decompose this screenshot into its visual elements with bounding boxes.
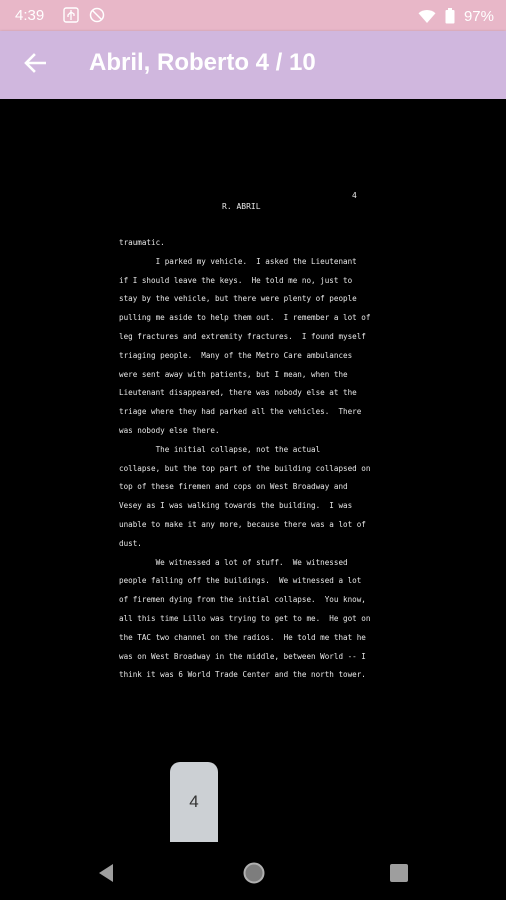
- document-line: We witnessed a lot of stuff. We witnessed: [119, 557, 348, 567]
- document-line: if I should leave the keys. He told me no, just to: [119, 275, 353, 285]
- battery-icon: [441, 7, 459, 25]
- usb-icon: [62, 6, 80, 24]
- page-indicator-tab[interactable]: [170, 762, 218, 842]
- document-line: of firemen dying from the initial collapse. You know,: [119, 595, 366, 605]
- document-line: triaging people. Many of the Metro Care ambulances: [119, 350, 353, 360]
- document-line: dust.: [119, 538, 142, 548]
- document-line: I parked my vehicle. I asked the Lieutenant: [119, 256, 357, 266]
- document-line: think it was 6 World Trade Center and the north tower.: [119, 670, 366, 680]
- home-circle-icon: [242, 861, 266, 889]
- back-triangle-icon: [97, 863, 115, 887]
- document-line: collapse, but the top part of the building collapsed on: [119, 463, 371, 473]
- status-bar: [0, 0, 506, 31]
- status-time: 4:39: [15, 7, 45, 24]
- wifi-icon: [418, 7, 436, 25]
- page-indicator-label: 4: [189, 792, 199, 811]
- document-line: The initial collapse, not the actual: [119, 444, 321, 454]
- page-title: Abril, Roberto 4 / 10: [89, 49, 316, 76]
- document-line: were sent away with patients, but I mean, when the: [119, 369, 348, 379]
- document-line: stay by the vehicle, but there were plenty of people: [119, 294, 357, 304]
- recents-square-icon: [390, 864, 408, 886]
- back-button[interactable]: [20, 51, 50, 79]
- page-number-mark: 4: [352, 191, 357, 200]
- document-line: unable to make it any more, because there was a lot of: [119, 519, 366, 529]
- document-line: Lieutenant disappeared, there was nobody else at the: [119, 388, 357, 398]
- document-body: [119, 234, 409, 685]
- document-line: pulling me aside to help them out. I remember a lot of: [119, 313, 371, 323]
- nav-recents-button[interactable]: [384, 860, 414, 890]
- document-line: the TAC two channel on the radios. He told me that he: [119, 632, 366, 642]
- document-header: R. ABRIL: [222, 202, 261, 211]
- document-line: leg fractures and extremity fractures. I found myself: [119, 331, 366, 341]
- nav-back-button[interactable]: [91, 860, 121, 890]
- document-line: triage where they had parked all the vehicles. There: [119, 407, 362, 417]
- document-line: all this time Lillo was trying to get to me. He got on: [119, 613, 371, 623]
- battery-percentage: 97%: [463, 7, 494, 25]
- document-line: was nobody else there.: [119, 425, 220, 435]
- document-line: traumatic.: [119, 238, 165, 247]
- document-line: Vesey as I was walking towards the building. I was: [119, 501, 353, 511]
- no-disturb-icon: [88, 6, 106, 24]
- document-line: people falling off the buildings. We witnessed a lot: [119, 576, 362, 586]
- document-line: was on West Broadway in the middle, between World -- I: [119, 651, 366, 661]
- arrow-back-icon: [24, 53, 46, 77]
- app-bar: [0, 31, 506, 99]
- nav-home-button[interactable]: [239, 860, 269, 890]
- navigation-bar: [0, 850, 506, 900]
- document-viewer[interactable]: [0, 99, 506, 850]
- status-system-icons: [418, 7, 494, 25]
- document-line: top of these firemen and cops on West Broadway and: [119, 482, 348, 492]
- status-notification-icons: [62, 6, 106, 24]
